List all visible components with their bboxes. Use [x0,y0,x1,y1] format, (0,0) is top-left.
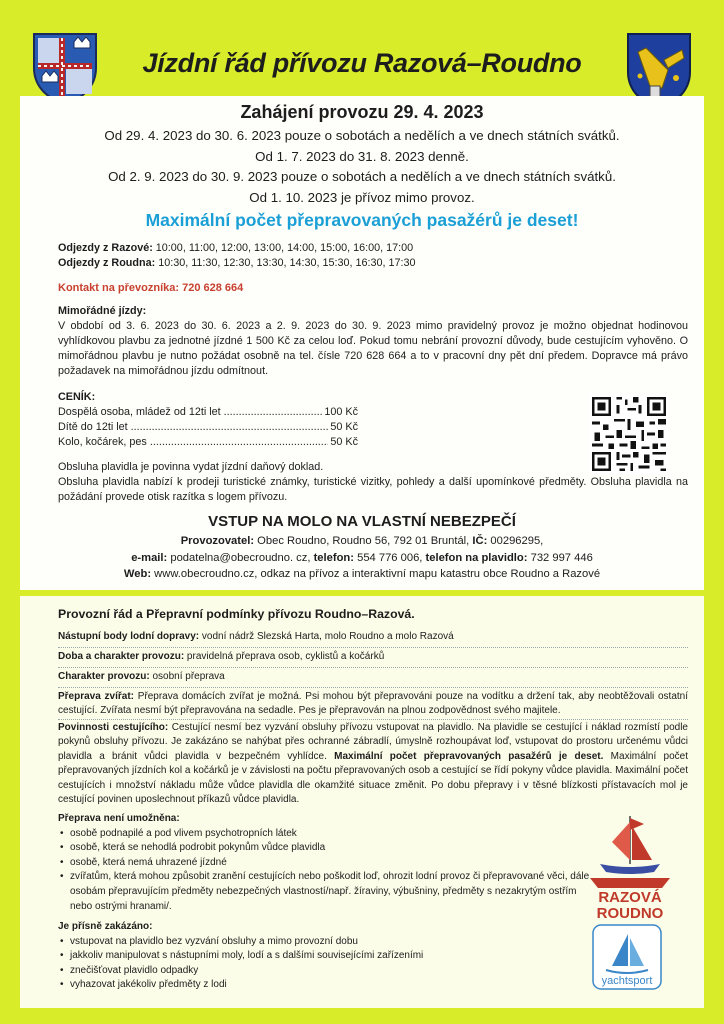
divider [58,687,688,688]
not-allowed-list [58,812,598,914]
logo-text-roudno: ROUDNO [596,905,664,922]
price-list-heading: CENÍK: [58,391,96,403]
operator-line [20,533,704,550]
price-value: 100 Kč [324,406,358,418]
season-line: Od 1. 7. 2023 do 31. 8. 2023 denně. [255,148,469,164]
operator-line [20,550,704,567]
risk-warning: VSTUP NA MOLO NA VLASTNÍ NEBEZPEČÍ [208,513,516,530]
divider [58,667,688,668]
rules-animals [58,690,688,719]
price-row [58,420,358,435]
rules-label: Doba a charakter provozu: [58,651,185,662]
rules-label: Nástupní body lodní dopravy: [58,631,200,642]
price-value: 50 Kč [330,436,358,448]
price-label: Dospělá osoba, mládež od 12ti let ..... [58,405,322,420]
rules-character [58,670,688,684]
yachtsport-logo-icon [592,924,662,990]
list-item: • osobě podnapilé a pod vlivem psychotropních látek [58,827,598,842]
divider [58,719,688,720]
price-row [58,435,358,450]
season-line: Od 1. 10. 2023 je přívoz mimo provoz. [249,189,475,205]
service-text: Obsluha plavidla je povinna vydat jízdní daňový doklad. [58,461,324,473]
departure-times: 10:00, 11:00, 12:00, 13:00, 14:00, 15:00, 16:00, 17:00 [155,242,414,254]
service-info [58,460,688,505]
extra-trips [58,304,688,379]
divider [58,647,688,648]
ferryman-contact: Kontakt na převozníka: 720 628 664 [58,282,244,294]
departure-row [58,241,688,256]
operator-label: Provozovatel: [180,535,255,547]
boat-phone-value: 732 997 446 [527,551,593,564]
operator-line [20,566,704,583]
price-list [58,390,358,450]
season-line: Od 29. 4. 2023 do 30. 6. 2023 pouze o sobotách a nedělích a ve dnech státních svátků. [104,128,620,143]
forbidden-heading: Je přísně zakázáno: [58,921,153,932]
list-item: • vyhazovat jakékoliv předměty z lodi [58,978,598,993]
ico-value: 00296295, [487,535,544,547]
rules-text: pravidelná přeprava osob, cyklistů a kočárků [184,651,385,662]
web-link[interactable]: www.obecroudno.cz, odkaz na přívoz a interaktivní mapu katastru obce Roudno a Razové [151,568,601,580]
web-label: Web: [123,568,152,580]
razova-roudno-logo-icon [582,812,678,922]
operator-info [20,533,704,583]
rules-label: Přeprava zvířat: [58,691,134,702]
phone-label: telefon: [313,551,354,564]
rules-text: Přeprava domácích zvířat je možná. Psi mohou být přepravováni pouze na vodítku a držení tak, aby neobtěžovali ostatní cestující. Zvířata nesmí být přepravována na sedadle. Pes je přepravován na plnou zodpovědnost svého majitele. [58,691,689,717]
season-line: Od 2. 9. 2023 do 30. 9. 2023 pouze o sobotách a nedělích a ve dnech státních svátků. [108,169,616,184]
rules-text: vodní nádrž Slezská Harta, molo Roudno a molo Razová [199,631,454,642]
rules-highlight: Maximální počet přepravovaných pasažérů je deset. [334,750,604,762]
rules-stops [58,630,688,644]
list-item: • jakkoliv manipulovat s nástupními moly, lodí a s dalšími souvisejícími zařízeními [58,949,598,964]
extra-trips-text: V období od 3. 6. 2023 do 30. 6. 2023 a 2. 9. 2023 do 30. 9. 2023 mimo pravidelný provoz je možno objednat hodinovou vyhlídkovou plavbu za jednotné jízdné 1 500 Kč za celou loď. Pokud tomu nebrání provozní důvody, bude cestujícím vyhověno. O mimořádnou plavbu je nutno požádat osobně na tel. čísle 720 628 664 a to v pracovní dny pět dní předem. Dopravce má právo požadavek na mimořádnou jízdu odmítnout. [58,320,688,377]
list-item: • znečišťovat plavidlo odpadky [58,964,598,979]
not-allowed-heading: Přeprava není umožněna: [58,813,180,824]
extra-trips-heading: Mimořádné jízdy: [58,305,147,317]
roudno-coat-of-arms-icon [30,30,100,106]
rules-label: Charakter provozu: [58,671,150,682]
boat-phone-label: telefon na plavidlo: [425,551,528,564]
logo-text-razova: RAZOVÁ [598,889,662,906]
price-row [58,405,358,420]
forbidden-list [58,920,598,993]
list-item: • vstupovat na plavidlo bez vyzvání obsluhy a mimo provozní dobu [58,935,598,950]
season-heading: Zahájení provozu 29. 4. 2023 [240,102,484,122]
list-item: • osobě, která nemá uhrazené jízdné [58,856,598,871]
email-label: e-mail: [131,551,168,564]
rules-title: Provozní řád a Přepravní podmínky přívozu Roudno–Razová. [58,607,415,621]
price-label: Kolo, kočárek, pes ..... [58,435,328,450]
departure-label: Odjezdy z Roudna: [58,257,156,269]
departures [58,241,688,271]
page-title: Jízdní řád přívozu Razová–Roudno [142,48,582,78]
departure-label: Odjezdy z Razové: [58,242,153,254]
rules-type [58,650,688,664]
rules-text: Maximální počet přepravovaných jízdních kol a kočárků je v závislosti na počtu přepravovaných osob a cestující se řídí pokyny vůdce plavidla. Maximální počet cestujících i množství nákladu může vůdce plavidla dle okamžité situace změnit. Po dobu přepravy i v těsné blízkosti přístavacích mol je cestující povinen uposlechnout příkazů vůdce plavidla. [58,750,688,806]
max-passengers-notice: Maximální počet přepravovaných pasažérů je deset! [145,210,579,230]
rules-duties [58,721,688,807]
rules-text: Cestující nesmí bez vyzvání obsluhy přívozu vstupovat na plavidlo. Na plavidle se cestující i náklad rozmístí podle pokynů obsluhy přívozu. Je zakázáno se nahýbat přes ochranné zábradlí, úmyslně rozhoupávat loď, vstupovat do prostoru určenému vůdci plavidla a bránit vůdci plavidla v bezpečném vyhlídce. [58,722,688,762]
yachtsport-text: yachtsport [601,975,653,987]
phone-value: 554 776 006, [353,551,426,564]
list-item: • osobě, která se nehodlá podrobit pokynům vůdce plavidla [58,841,598,856]
list-item: • zvířatům, která mohou způsobit zranění cestujících nebo poškodit loď, ohrozit lodní provoz či přepravované věci, dále osobám přepravujícím předměty nebezpečných vlastností/např. žíraviny, výbušniny, předměty s nezakrytým ostřím nebo ostrými hranami/. [58,870,598,914]
rules-text: osobní přeprava [149,671,225,682]
service-text: Obsluha plavidla nabízí k prodeji turistické známky, turistické vizitky, pohledy a další upomínkové předměty. Obsluha plavidla na požádání provede otisk razítka s logem přívozu. [58,476,688,503]
operator-address: Obec Roudno, Roudno 56, 792 01 Bruntál, [254,535,473,547]
price-value: 50 Kč [330,421,358,433]
season-lines [20,126,704,208]
email-link[interactable]: podatelna@obecroudno. cz, [167,551,314,564]
departure-times: 10:30, 11:30, 12:30, 13:30, 14:30, 15:30, 16:30, 17:30 [158,257,416,269]
departure-row [58,256,688,271]
price-label: Dítě do 12ti let ..... [58,420,328,435]
ico-label: IČ: [472,535,488,547]
rules-label: Povinnosti cestujícího: [58,722,169,733]
